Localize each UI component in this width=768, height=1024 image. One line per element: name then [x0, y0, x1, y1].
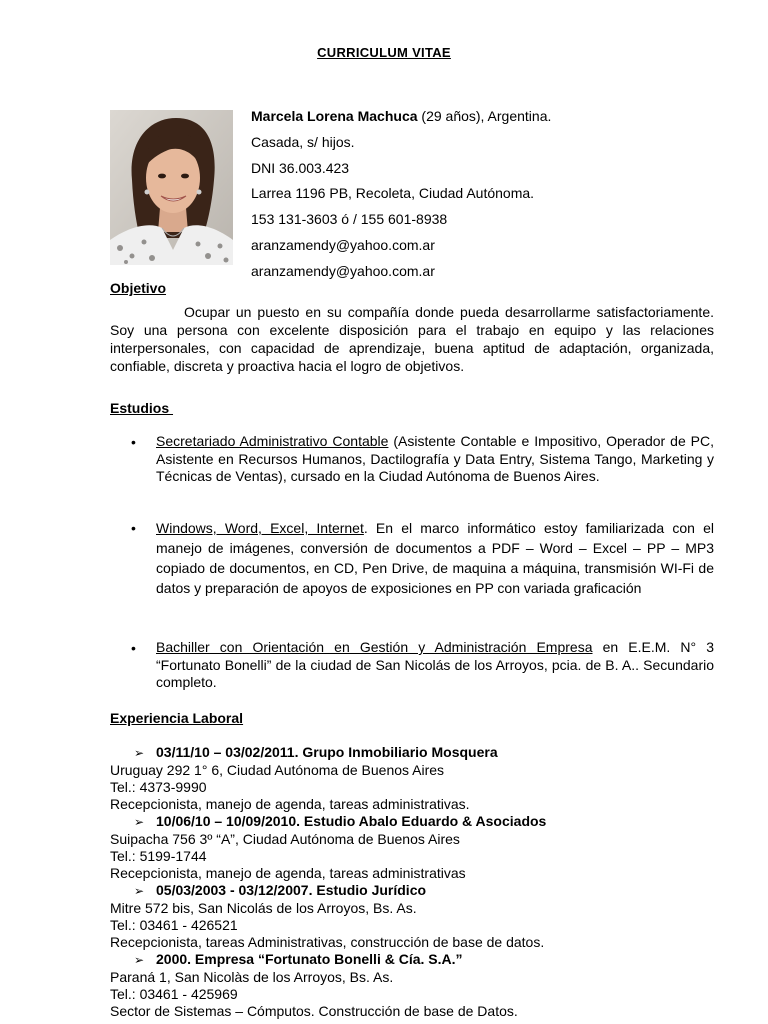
- job-header: [134, 813, 546, 829]
- study-item: [156, 639, 714, 692]
- study-description: . En el marco informático estoy familiarizada con el manejo de imágenes, conversión de documentos a PDF – Word – Excel – PP – MP3 copiado de documentos, en CD, Pen Drive, de maquina a máquina, transmisión WI-Fi de datos y preparación de apoyos de exposiciones en PP con variada graficación: [156, 520, 714, 596]
- job-tasks: Sector de Sistemas – Cómputos. Construcción de base de Datos.: [110, 1003, 518, 1019]
- objective-paragraph: Ocupar un puesto en su compañía donde pueda desarrollarme satisfactoriamente. Soy una persona con excelente disposición para el trabajo en equipo y las relaciones interpersonales, con capacidad de aprendizaje, buena aptitud de adaptación, organizada, confiable, discreta y proactiva hacia el logro de objetivos.: [110, 304, 714, 374]
- email: aranzamendy@yahoo.com.ar: [251, 236, 435, 253]
- profile-photo: [110, 110, 233, 265]
- bullet-icon: •: [131, 520, 136, 536]
- age-nationality: (29 años), Argentina.: [417, 108, 552, 124]
- study-title: Secretariado Administrativo Contable: [156, 433, 389, 449]
- document-title: CURRICULUM VITAE: [317, 45, 451, 60]
- study-item: [156, 433, 714, 486]
- dni: DNI 36.003.423: [251, 159, 350, 176]
- study-item: [156, 518, 714, 598]
- job-address: Mitre 572 bis, San Nicolás de los Arroyos, Bs. As.: [110, 900, 417, 916]
- job-header: [134, 744, 498, 760]
- job-phone: Tel.: 03461 - 426521: [110, 917, 238, 933]
- bullet-icon: •: [131, 434, 136, 450]
- job-phone: Tel.: 4373-9990: [110, 779, 207, 795]
- job-title: 10/06/10 – 10/09/2010. Estudio Abalo Eduardo & Asociados: [156, 813, 547, 829]
- objective-heading: Objetivo: [110, 280, 167, 296]
- full-name: Marcela Lorena Machuca: [251, 108, 418, 124]
- job-address: Uruguay 292 1° 6, Ciudad Autónoma de Buenos Aires: [110, 762, 445, 778]
- job-phone: Tel.: 5199-1744: [110, 848, 207, 864]
- study-description: en E.E.M. N° 3 “Fortunato Bonelli” de la ciudad de San Nicolás de los Arroyos, pcia. de B. A.. Secundario completo.: [156, 639, 715, 690]
- job-tasks: Recepcionista, tareas Administrativas, construcción de base de datos.: [110, 934, 545, 950]
- studies-heading: Estudios: [110, 400, 174, 416]
- job-title: 03/11/10 – 03/02/2011. Grupo Inmobiliario Mosquera: [156, 744, 498, 760]
- address: Larrea 1196 PB, Recoleta, Ciudad Autónoma.: [251, 185, 535, 202]
- job-tasks: Recepcionista, manejo de agenda, tareas administrativas.: [110, 796, 470, 812]
- job-phone: Tel.: 03461 - 425969: [110, 986, 238, 1002]
- job-title: 2000. Empresa “Fortunato Bonelli & Cía. S.A.”: [156, 951, 463, 967]
- objective-text: [110, 303, 714, 375]
- study-title: Bachiller con Orientación en Gestión y Administración Empresa: [156, 639, 593, 655]
- job-header: [134, 882, 426, 898]
- arrow-icon: ➢: [134, 815, 145, 829]
- arrow-icon: ➢: [134, 884, 145, 898]
- civil-status: Casada, s/ hijos.: [251, 133, 355, 150]
- job-tasks: Recepcionista, manejo de agenda, tareas administrativas: [110, 865, 466, 881]
- email-clipped: aranzamendy@yahoo.com.ar: [251, 262, 435, 279]
- study-title: Windows, Word, Excel, Internet: [156, 520, 364, 536]
- job-title: 05/03/2003 - 03/12/2007. Estudio Jurídico: [156, 882, 427, 898]
- name-line: [251, 105, 731, 131]
- personal-info: [251, 105, 731, 279]
- bullet-icon: •: [131, 640, 136, 656]
- experience-heading: Experiencia Laboral: [110, 710, 244, 726]
- study-description: (Asistente Contable e Impositivo, Operador de PC, Asistente en Recursos Humanos, Dactilografía y Data Entry, Sistema Tango, Marketing y Técnicas de Ventas), cursado en la Ciudad Autónoma de Buenos Aires.: [156, 433, 714, 484]
- arrow-icon: ➢: [134, 953, 145, 967]
- job-header: [134, 951, 463, 967]
- job-address: Paraná 1, San Nicolàs de los Arroyos, Bs. As.: [110, 969, 394, 985]
- phones: 153 131-3603 ó / 155 601-8938: [251, 211, 448, 228]
- job-address: Suipacha 756 3º “A”, Ciudad Autónoma de Buenos Aires: [110, 831, 460, 847]
- arrow-icon: ➢: [134, 746, 145, 760]
